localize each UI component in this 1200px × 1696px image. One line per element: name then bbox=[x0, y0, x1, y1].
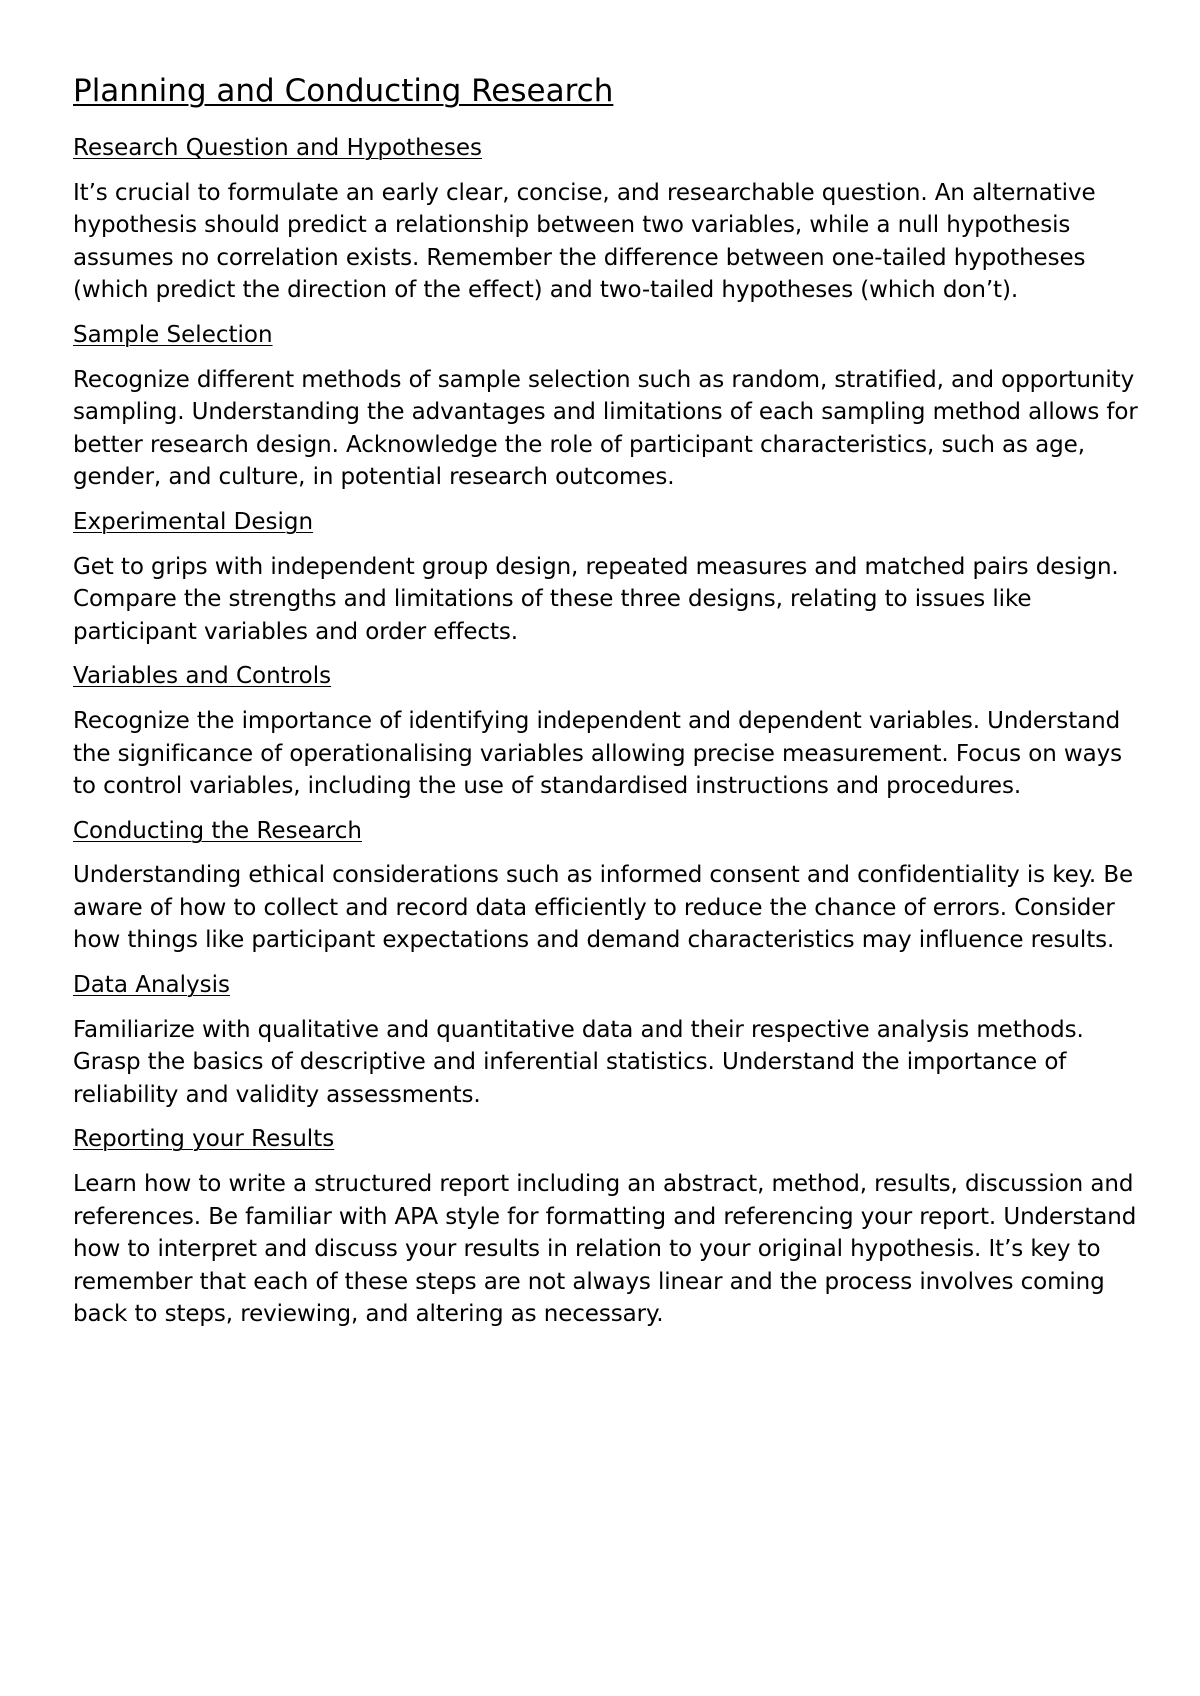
section-conducting-research bbox=[73, 815, 1143, 957]
section-body: Recognize the importance of identifying independent and dependent variables. Understand the significance of operationalising variables allowing precise measurement. Focus on ways to control variables, including the use of standardised instructions and procedures. bbox=[73, 707, 1122, 800]
document-page bbox=[73, 68, 1143, 1343]
section-body: Understanding ethical considerations such as informed consent and confidentiality is key. Be aware of how to collect and record data efficiently to reduce the chance of errors. Consider how things like participant expectations and demand characteristics may influence results. bbox=[73, 862, 1134, 954]
section-heading: Variables and Controls bbox=[73, 663, 332, 690]
section-heading: Reporting your Results bbox=[73, 1126, 335, 1153]
section-body: Familiarize with qualitative and quantitative data and their respective analysis methods. Grasp the basics of descriptive and inferential statistics. Understand the importance of reliability and validity assessments. bbox=[73, 1016, 1084, 1108]
section-variables-controls bbox=[73, 660, 1143, 802]
section-heading: Conducting the Research bbox=[73, 817, 362, 844]
section-experimental-design bbox=[73, 506, 1143, 648]
section-heading: Experimental Design bbox=[73, 508, 314, 535]
page-title: Planning and Conducting Research bbox=[73, 73, 614, 109]
section-body: It’s crucial to formulate an early clear, concise, and researchable question. An alternative hypothesis should predict a relationship between two variables, while a null hypothesis assumes no correlation exists. Remember the difference between one-tailed hypotheses (which predict the direction of the effect) and two-tailed hypotheses (which don’t). bbox=[73, 179, 1096, 304]
section-body: Recognize different methods of sample selection such as random, stratified, and opportunity sampling. Understanding the advantages and limitations of each sampling method allows for better research design. Acknowledge the role of participant characteristics, such as age, gender, and culture, in potential research outcomes. bbox=[73, 366, 1138, 491]
section-body: Get to grips with independent group design, repeated measures and matched pairs design. Compare the strengths and limitations of these three designs, relating to issues like participant variables and order effects. bbox=[73, 553, 1119, 645]
section-heading: Data Analysis bbox=[73, 972, 230, 999]
section-sample-selection bbox=[73, 319, 1143, 494]
section-heading: Sample Selection bbox=[73, 321, 273, 348]
section-data-analysis bbox=[73, 969, 1143, 1111]
section-body: Learn how to write a structured report including an abstract, method, results, discussion and references. Be familiar with APA style for formatting and referencing your report. Understand how to interpret and discuss your results in relation to your original hypothesis. It’s key to remember that each of these steps are not always linear and the process involves coming back to steps, reviewing, and altering as necessary. bbox=[73, 1171, 1137, 1328]
section-reporting-results bbox=[73, 1123, 1143, 1331]
section-research-question bbox=[73, 132, 1143, 307]
section-heading: Research Question and Hypotheses bbox=[73, 135, 483, 161]
